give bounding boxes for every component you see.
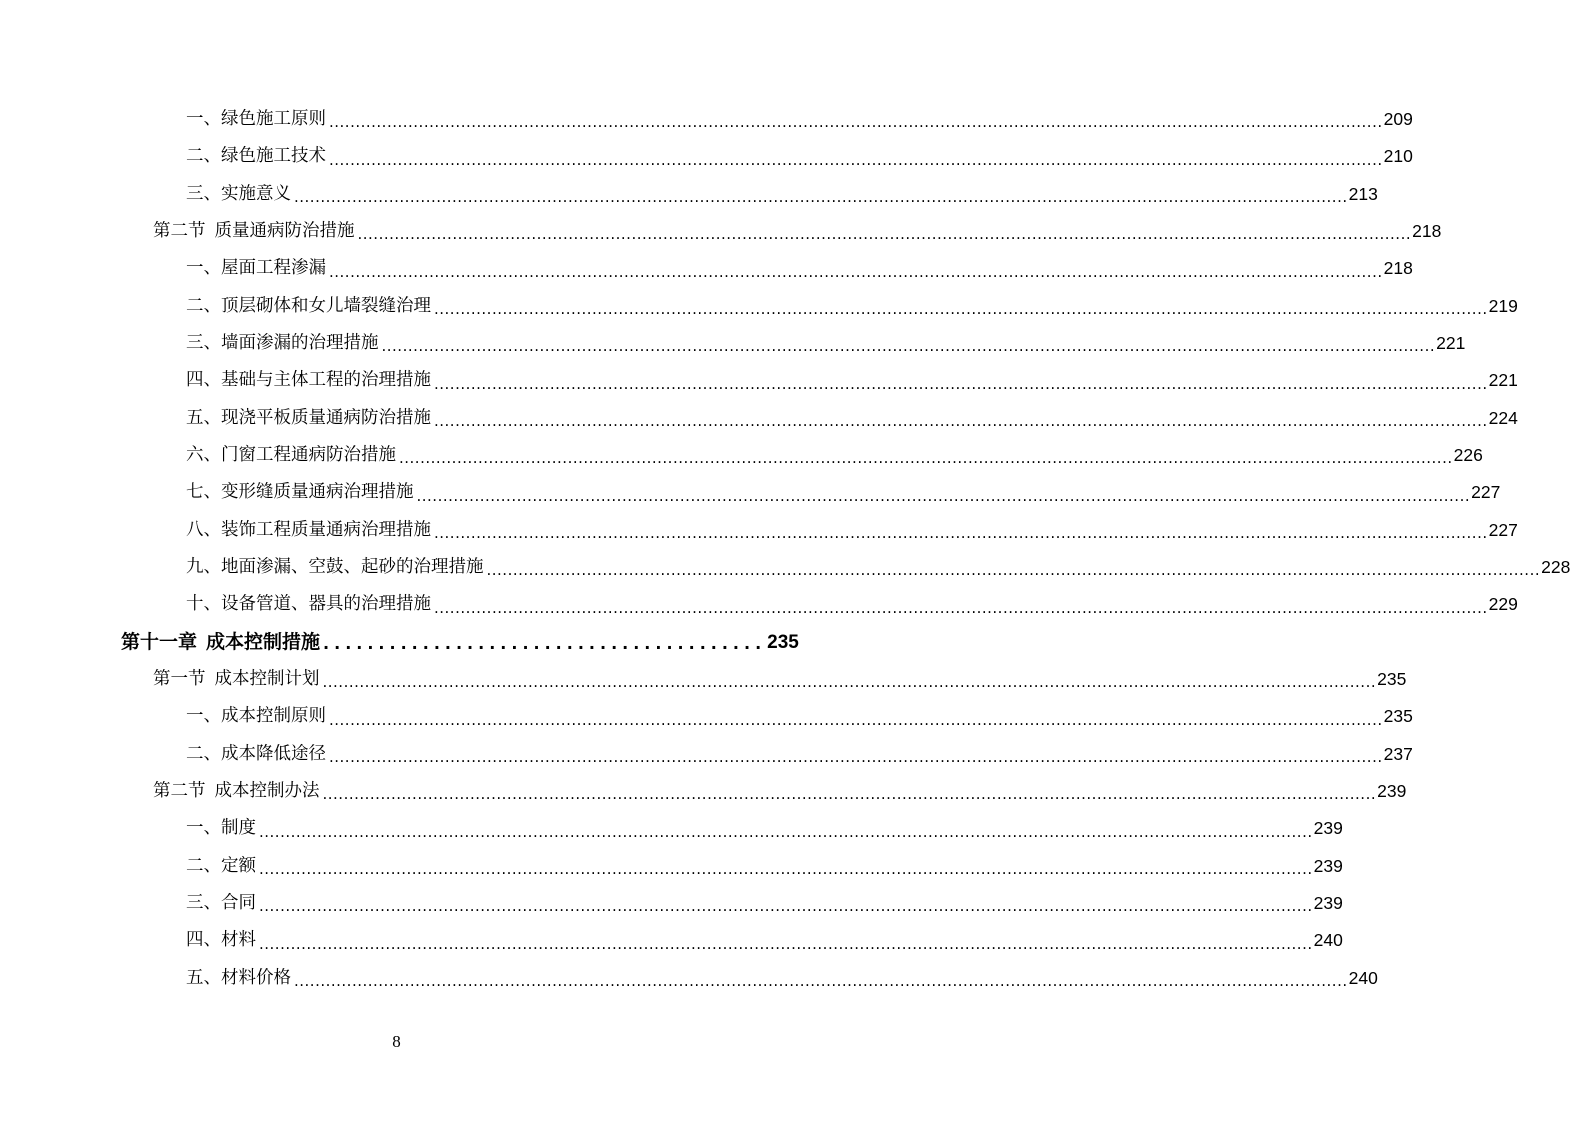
toc-entry-page: 210 [1383, 146, 1413, 167]
toc-entry-page: 240 [1313, 930, 1343, 951]
toc-entry-title [186, 932, 256, 950]
toc-leader-dots: ........................................................................................................................................................................................................ [381, 337, 1436, 356]
toc-entry[interactable] [0, 586, 1518, 623]
toc-entry-page: 239 [1313, 855, 1343, 876]
toc-entry-number: 二、 [186, 295, 221, 316]
toc-entry[interactable] [0, 848, 1343, 885]
toc-entry-label: 顶层砌体和女儿墙裂缝治理 [221, 295, 431, 316]
toc-entry-number: 八、 [186, 519, 221, 540]
toc-entry-page: 213 [1348, 183, 1378, 204]
toc-entry-title [186, 519, 431, 540]
toc-entry-title [186, 895, 256, 913]
toc-entry-title [153, 671, 320, 689]
toc-entry-number: 九、 [186, 557, 221, 578]
toc-entry-number: 三、 [186, 183, 221, 204]
toc-entry-label: 成本控制办法 [214, 781, 320, 802]
page-number: 8 [392, 1032, 401, 1051]
toc-entry[interactable] [0, 811, 1343, 848]
toc-entry[interactable] [0, 250, 1413, 287]
toc-entry-label: 成本控制措施 [206, 630, 321, 653]
toc-entry-title [186, 148, 326, 166]
toc-entry-number: 五、 [186, 967, 221, 988]
toc-entry-label: 合同 [221, 893, 256, 914]
toc-leader-dots: ........................................................................................................................................................................................................ [329, 710, 1383, 729]
table-of-contents [0, 101, 1570, 997]
toc-entry-title [186, 743, 326, 764]
toc-entry-page: 218 [1412, 220, 1442, 241]
toc-entry-number: 五、 [186, 407, 221, 428]
toc-leader-dots: ........................................................................................................................................................................................................ [259, 860, 1313, 879]
toc-entry-number: 第一节 [153, 669, 206, 690]
toc-leader-dots: ........................................................................................................................................................................................................ [329, 150, 1383, 169]
toc-leader-dots: ........................................................................................................................................................................................................ [294, 972, 1348, 991]
toc-entry[interactable] [0, 773, 1407, 810]
toc-entry[interactable] [0, 474, 1501, 511]
toc-entry-title [186, 108, 326, 129]
toc-entry-number: 第二节 [153, 781, 206, 802]
toc-entry[interactable] [0, 885, 1343, 922]
toc-entry-title [186, 372, 431, 390]
toc-entry[interactable] [0, 101, 1413, 138]
toc-entry-number: 二、 [186, 743, 221, 764]
toc-entry-page: 227 [1471, 482, 1501, 503]
toc-entry-page: 235 [767, 631, 799, 653]
toc-entry[interactable] [0, 549, 1570, 586]
toc-entry-number: 三、 [186, 893, 221, 914]
toc-entry-page: 219 [1488, 295, 1518, 316]
toc-leader-dots: ........................................................................................................................................................................................................ [486, 561, 1541, 580]
toc-entry[interactable] [0, 176, 1378, 213]
toc-entry-page: 221 [1488, 370, 1518, 391]
toc-entry[interactable] [0, 213, 1442, 250]
toc-entry-title [153, 783, 320, 801]
toc-leader-dots: ........................................................................................................................................................................................................ [329, 113, 1383, 132]
toc-entry-label: 屋面工程渗漏 [221, 258, 326, 279]
toc-entry-title [153, 220, 355, 241]
toc-entry-number: 二、 [186, 146, 221, 167]
toc-entry-number: 一、 [186, 258, 221, 279]
toc-entry-page: 239 [1377, 781, 1407, 802]
toc-leader-dots: ........................................................................................................................................................................................................ [416, 486, 1471, 505]
toc-entry-number: 四、 [186, 930, 221, 951]
toc-entry-title [121, 630, 321, 653]
toc-entry-number: 六、 [186, 445, 221, 466]
toc-entry-title [186, 596, 431, 614]
toc-entry-label: 定额 [221, 855, 256, 876]
toc-entry[interactable] [0, 288, 1518, 325]
toc-entry-label: 材料 [221, 930, 256, 951]
toc-entry-number: 三、 [186, 332, 221, 353]
toc-leader-dots: ........................................................................................................................................................................................................ [322, 785, 1377, 804]
toc-entry-number: 七、 [186, 482, 221, 503]
toc-entry-label: 成本控制计划 [214, 669, 320, 690]
toc-entry-page: 235 [1383, 706, 1413, 727]
toc-leader-dots: ........................................................................................................................................................................................................ [399, 449, 1453, 468]
toc-entry-label: 现浇平板质量通病防治措施 [221, 407, 431, 428]
toc-entry-title [186, 708, 326, 726]
toc-entry-page: 240 [1348, 967, 1378, 988]
toc-leader-dots: ........................................................................................................................................................................................................ [322, 673, 1377, 692]
toc-entry-number: 十、 [186, 594, 221, 615]
toc-entry-title [186, 855, 256, 876]
toc-leader-dots: ........................................................................................................................................................................................................ [434, 299, 1488, 318]
toc-entry-number: 一、 [186, 706, 221, 727]
toc-leader-dots: ........................................................................................................................................................................................................ [357, 225, 1412, 244]
toc-entry-title [186, 820, 256, 838]
toc-leader-dots: ........................................................................................................................................................................................................ [434, 374, 1488, 393]
toc-entry-number: 一、 [186, 818, 221, 839]
toc-entry-label: 设备管道、器具的治理措施 [221, 594, 431, 615]
toc-entry-title [186, 407, 431, 428]
toc-entry-number: 二、 [186, 855, 221, 876]
toc-entry[interactable] [0, 699, 1413, 736]
toc-entry-number: 一、 [186, 108, 221, 129]
toc-entry-page: 239 [1313, 818, 1343, 839]
toc-entry-page: 228 [1541, 557, 1570, 578]
toc-entry-number: 四、 [186, 370, 221, 391]
toc-entry[interactable] [0, 138, 1413, 175]
toc-entry-number: 第十一章 [121, 630, 198, 653]
toc-entry-label: 变形缝质量通病治理措施 [221, 482, 414, 503]
toc-entry-title [186, 295, 431, 316]
toc-entry[interactable] [0, 736, 1413, 773]
toc-entry[interactable] [0, 325, 1466, 362]
toc-leader-dots: ........................................................................................................................................................................................................ [259, 897, 1313, 916]
toc-entry-page: 209 [1383, 108, 1413, 129]
toc-leader-dots: ........................................................................................................................................................................................................ [329, 262, 1383, 281]
toc-entry-title [186, 183, 291, 204]
toc-entry-title [186, 447, 396, 465]
toc-entry-title [186, 332, 379, 353]
toc-entry-page: 221 [1436, 332, 1466, 353]
toc-entry[interactable] [0, 512, 1518, 549]
toc-entry-page: 229 [1488, 594, 1518, 615]
toc-leader-dots: ........................................................................................................................................................................................................ [259, 934, 1313, 953]
toc-leader-dots: ........................................................................................................................................................................................................ [259, 822, 1313, 841]
toc-entry-label: 实施意义 [221, 183, 291, 204]
toc-entry-label: 材料价格 [221, 967, 291, 988]
toc-entry-title [186, 559, 484, 577]
toc-entry-label: 质量通病防治措施 [214, 220, 355, 241]
toc-entry-number: 第二节 [153, 220, 206, 241]
toc-entry[interactable] [0, 661, 1407, 698]
toc-entry-label: 绿色施工技术 [221, 146, 326, 167]
toc-entry-label: 装饰工程质量通病治理措施 [221, 519, 431, 540]
toc-entry-title [186, 967, 291, 988]
toc-entry[interactable] [0, 437, 1483, 474]
toc-leader-dots: ........................................................................................................................................................................................................ [434, 523, 1488, 542]
toc-entry-label: 门窗工程通病防治措施 [221, 445, 396, 466]
toc-entry[interactable] [0, 624, 799, 661]
toc-leader-dots: ........................................................................................................................................................................................................ [434, 598, 1488, 617]
toc-entry-page: 224 [1488, 407, 1518, 428]
toc-entry-label: 基础与主体工程的治理措施 [221, 370, 431, 391]
toc-leader-dots: ........................................................................................................................................................................................................ [434, 411, 1488, 430]
toc-entry-page: 235 [1377, 669, 1407, 690]
toc-leader-dots: ........................................................................................................................................................................................................ [329, 748, 1383, 767]
toc-entry[interactable] [0, 960, 1378, 997]
toc-entry-label: 墙面渗漏的治理措施 [221, 332, 379, 353]
toc-entry-title [186, 260, 326, 278]
toc-entry-page: 218 [1383, 258, 1413, 279]
toc-entry-page: 227 [1488, 519, 1518, 540]
toc-entry-title [186, 484, 414, 502]
toc-entry-label: 成本控制原则 [221, 706, 326, 727]
toc-leader-dots: ........................................................................................................................................................................................................ [294, 187, 1348, 206]
toc-entry-page: 237 [1383, 743, 1413, 764]
toc-entry[interactable] [0, 400, 1518, 437]
toc-entry[interactable] [0, 923, 1343, 960]
toc-entry-label: 地面渗漏、空鼓、起砂的治理措施 [221, 557, 484, 578]
toc-entry[interactable] [0, 362, 1518, 399]
toc-entry-label: 绿色施工原则 [221, 108, 326, 129]
toc-entry-page: 226 [1453, 445, 1483, 466]
toc-entry-label: 制度 [221, 818, 256, 839]
toc-entry-page: 239 [1313, 893, 1343, 914]
toc-entry-label: 成本降低途径 [221, 743, 326, 764]
toc-leader-dots: ........................................ [323, 634, 767, 654]
